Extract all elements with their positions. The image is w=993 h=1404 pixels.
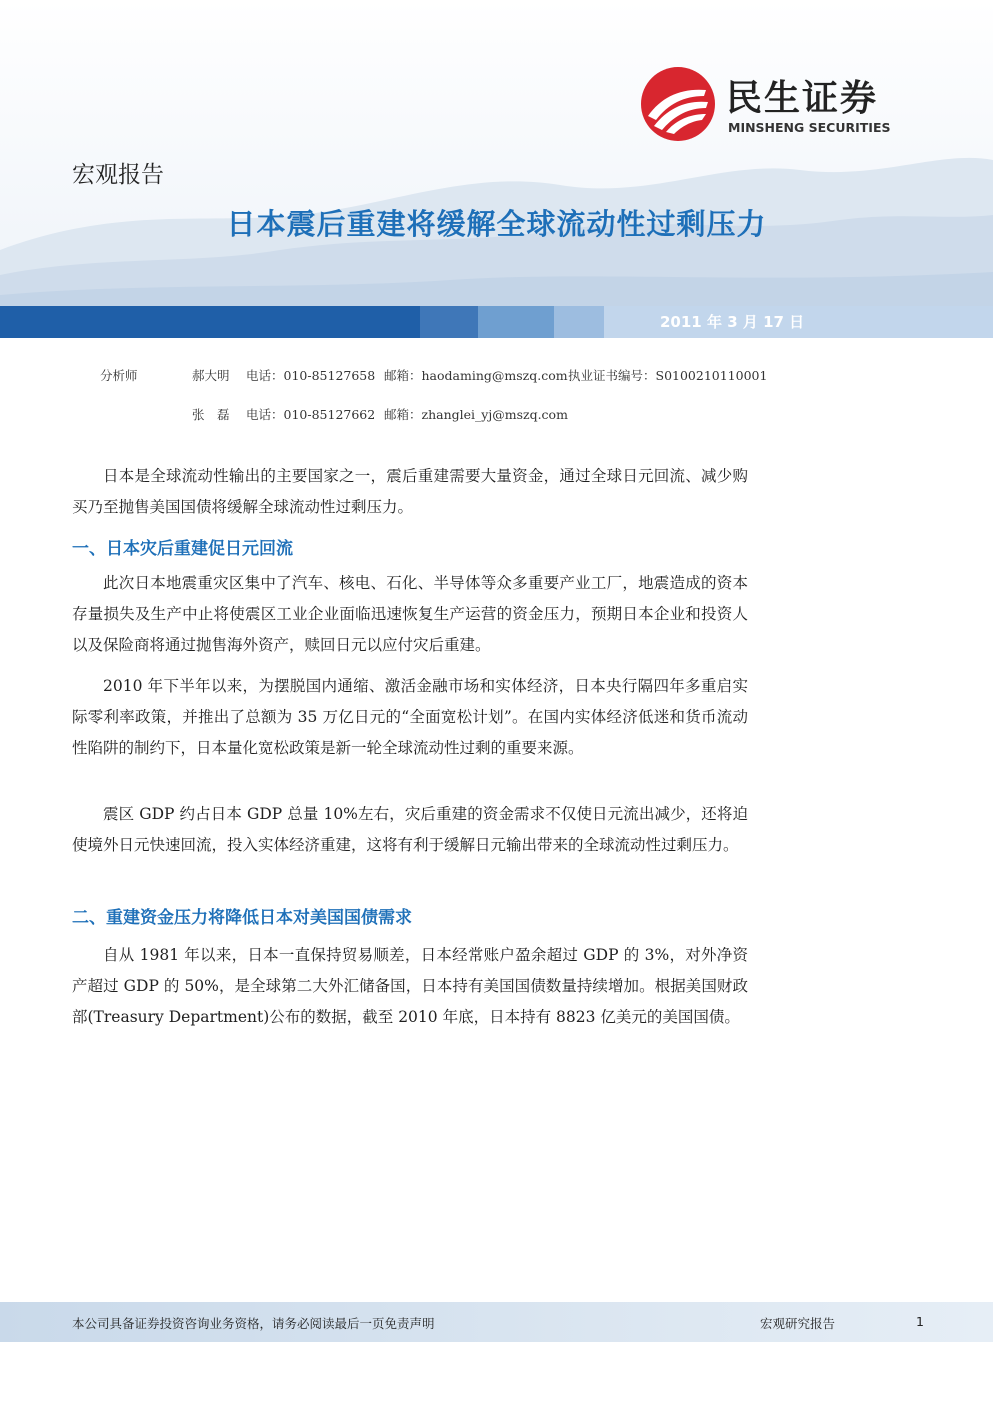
section1-paragraph-2: 2010 年下半年以来，为摆脱国内通缩、激活金融市场和实体经济，日本央行隔四年多重启实际零利率政策，并推出了总额为 35 万亿日元的“全面宽松计划”。在国内实体经济低迷和货币流动性陷阱的制约下，日本量化宽松政策是新一轮全球流动性过剩的重要来源。 [72, 677, 748, 757]
section1-paragraph-3: 震区 GDP 约占日本 GDP 总量 10%左右，灾后重建的资金需求不仅使日元流出减少，还将迫使境外日元快速回流，投入实体经济重建，这将有利于缓解日元输出带来的全球流动性过剩压力。 [72, 805, 748, 854]
summary-paragraph: 日本是全球流动性输出的主要国家之一，震后重建需要大量资金，通过全球日元回流、减少购买乃至抛售美国国债将缓解全球流动性过剩压力。 [72, 467, 748, 516]
section1-paragraph-1: 此次日本地震重灾区集中了汽车、核电、石化、半导体等众多重要产业工厂，地震造成的资本存量损失及生产中止将使震区工业企业面临迅速恢复生产运营的资金压力，预期日本企业和投资人以及保险商将通过抛售海外资产，赎回日元以应付灾后重建。 [72, 574, 748, 654]
analyst-phone: 电话：010-85127658 [246, 368, 376, 383]
analyst-phone: 电话：010-85127662 [246, 407, 376, 422]
section-heading-2: 二、重建资金压力将降低日本对美国国债需求 [72, 908, 412, 928]
minsheng-logo-icon [640, 66, 716, 142]
brand-name-en: MINSHENG SECURITIES [728, 120, 891, 135]
analyst-role-label: 分析师 [100, 368, 138, 383]
page-number: 1 [916, 1314, 924, 1329]
analyst-email: 邮箱：haodaming@mszq.com [384, 368, 568, 383]
section2-paragraph-1: 自从 1981 年以来，日本一直保持贸易顺差，日本经常账户盈余超过 GDP 的 3%，对外净资产超过 GDP 的 50%，是全球第二大外汇储备国，日本持有美国国债数量持续增加。根据美国财政部(Treasury Department)公布的数据，截至 2010 年底，日本持有 8823 亿美元的美国国债。 [72, 946, 748, 1026]
brand-name-cn: 民生证券 [726, 78, 879, 119]
analyst-name: 张 磊 [192, 407, 230, 422]
report-date: 2011 年 3 月 17 日 [660, 313, 805, 331]
report-title: 日本震后重建将缓解全球流动性过剩压力 [226, 207, 767, 241]
footer-disclaimer: 本公司具备证券投资咨询业务资格，请务必阅读最后一页免责声明 [72, 1316, 435, 1331]
report-type: 宏观报告 [72, 162, 164, 188]
footer-category: 宏观研究报告 [760, 1316, 836, 1331]
analyst-name: 郝大明 [192, 368, 230, 383]
analyst-email: 邮箱：zhanglei_yj@mszq.com [384, 407, 568, 422]
section-heading-1: 一、日本灾后重建促日元回流 [72, 539, 293, 559]
company-logo [640, 66, 920, 146]
analyst-license: 执业证书编号：S0100210110001 [568, 368, 768, 383]
page-footer [0, 1302, 993, 1342]
